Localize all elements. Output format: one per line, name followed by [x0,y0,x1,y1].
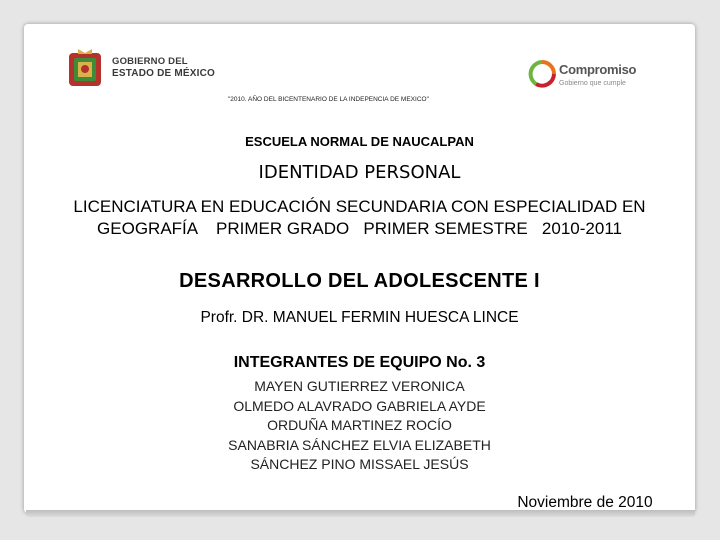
bicentennial-motto: "2010. AÑO DEL BICENTENARIO DE LA INDEPENCIA DE MEXICO" [228,96,429,103]
member-item: SÁNCHEZ PINO MISSAEL JESÚS [250,456,469,472]
team-title: INTEGRANTES DE EQUIPO No. 3 [233,354,486,371]
compromiso-logo [528,54,648,94]
member-list [24,377,695,475]
gov-logo-line1: GOBIERNO DEL [112,56,188,67]
member-item: OLMEDO ALAVRADO GABRIELA AYDE [233,397,486,414]
member-item: SANABRIA SÁNCHEZ ELVIA ELIZABETH [228,436,491,453]
member-item: MAYEN GUTIERREZ VERONICA [254,378,465,394]
degree-line-1: LICENCIATURA EN EDUCACIÓN SECUNDARIA CON ESPECIALIDAD EN [73,197,646,216]
professor-name: Profr. DR. MANUEL FERMIN HUESCA LINCE [200,309,519,326]
degree-line-2: GEOGRAFÍA PRIMER GRADO PRIMER SEMESTRE 2010-2011 [97,219,622,238]
course-title: DESARROLLO DEL ADOLESCENTE I [179,270,540,292]
compromiso-brand: Compromiso [559,62,637,77]
gobierno-estado-mexico-logo [66,46,226,90]
school-name: ESCUELA NORMAL DE NAUCALPAN [245,134,474,149]
compromiso-ring-icon [528,60,556,88]
state-seal-icon [66,47,104,89]
slide-subtitle: IDENTIDAD PERSONAL [258,162,461,183]
gov-logo-line2: ESTADO DE MÉXICO [112,68,216,79]
member-item: ORDUÑA MARTINEZ ROCÍO [267,417,452,433]
compromiso-slogan: Gobierno que cumple [559,80,626,87]
presentation-date: Noviembre de 2010 [517,494,653,511]
degree-info [24,196,695,240]
